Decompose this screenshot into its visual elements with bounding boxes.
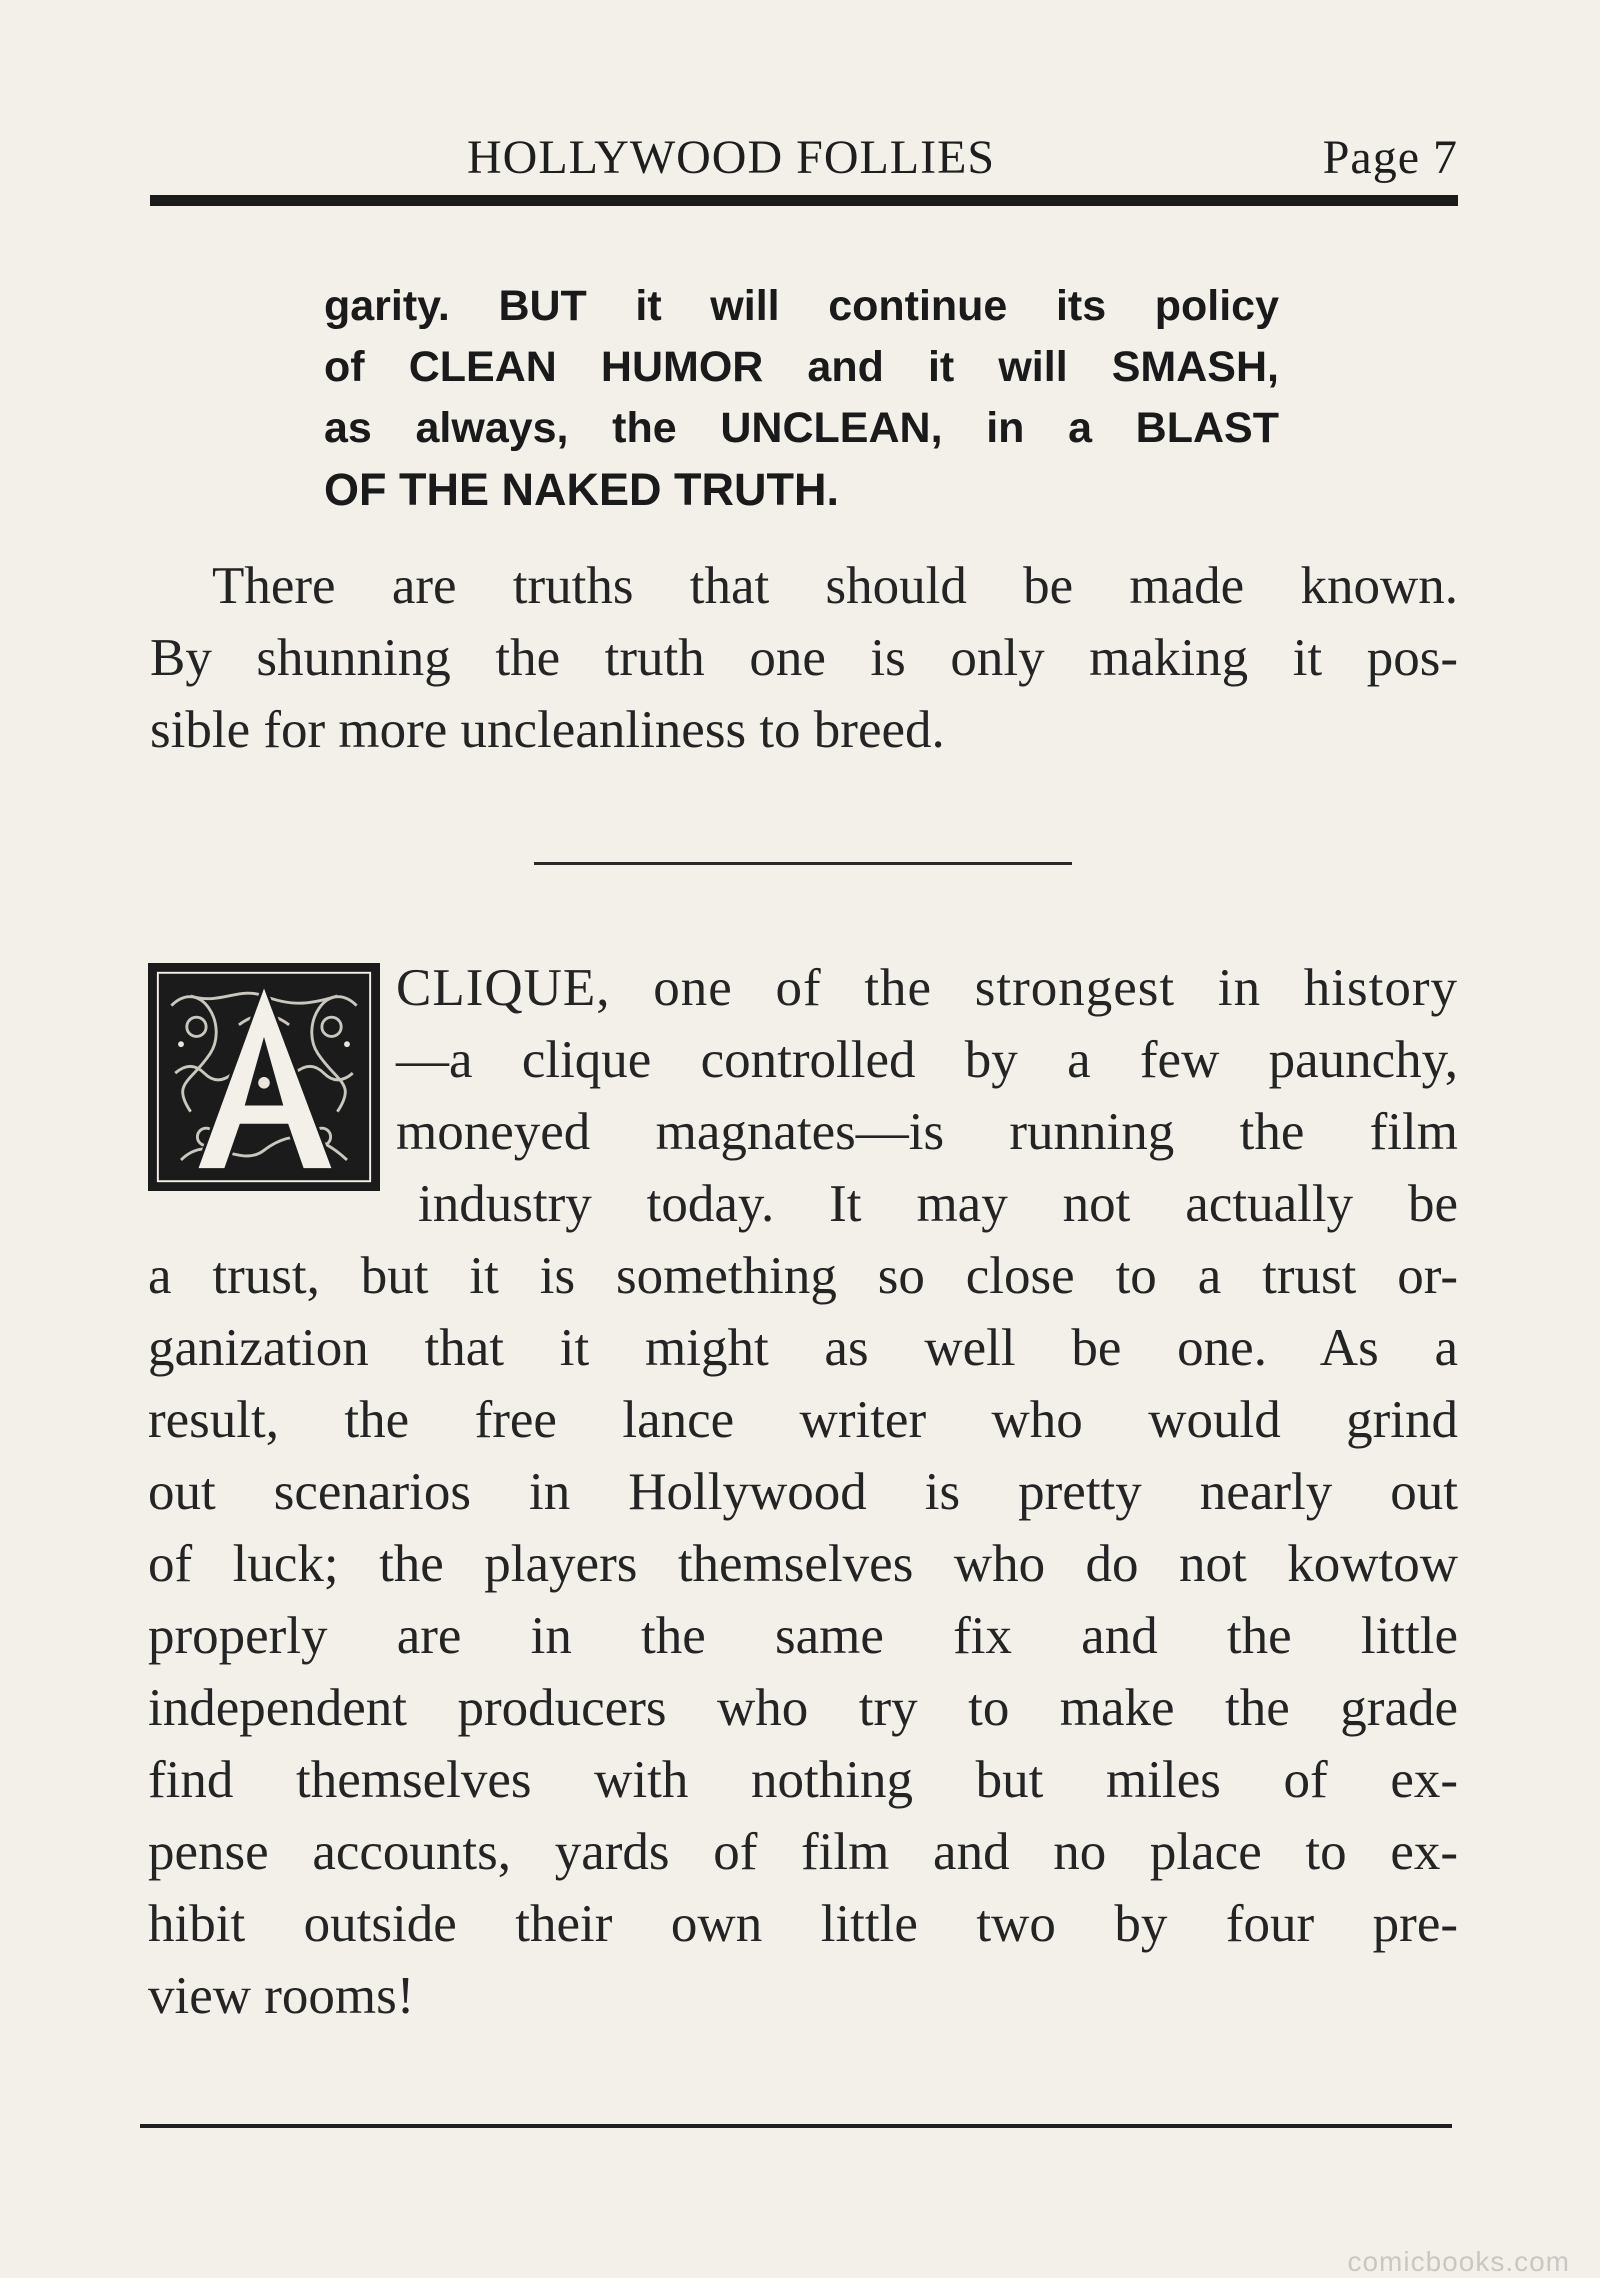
paragraph-line: properly are in the same fix and the little [148,1607,1458,1665]
paragraph-line: pense accounts, yards of film and no place to ex- [148,1823,1458,1881]
paragraph-truths [150,550,1458,766]
watermark: comicbooks.com [1347,2246,1570,2277]
paragraph-line: There are truths that should be made known. [212,557,1458,615]
paragraph-line: sible for more uncleanliness to breed. [150,701,945,759]
running-header [150,130,1458,190]
paragraph-line: out scenarios in Hollywood is pretty nearly out [148,1463,1458,1521]
paragraph-line: ganization that it might as well be one. As a [148,1319,1458,1377]
paragraph-line: CLIQUE, one of the strongest in history [396,959,1458,1017]
paragraph-clique-body [148,1240,1458,2032]
paragraph-line: moneyed magnates—is running the film [396,1103,1458,1161]
paragraph-clique-indent [418,1168,1458,1240]
paragraph-line: industry today. It may not actually be [418,1175,1458,1233]
paragraph-line: of luck; the players themselves who do not kowtow [148,1535,1458,1593]
footer-rule [140,2124,1452,2128]
paragraph-line: independent producers who try to make the grade [148,1679,1458,1737]
drop-cap-ornament-icon [152,967,376,1187]
bold-excerpt-line: garity. BUT it will continue its policy [324,282,1279,330]
paragraph-line: result, the free lance writer who would grind [148,1391,1458,1449]
paragraph-line: —a clique controlled by a few paunchy, [396,1031,1458,1089]
paragraph-line: By shunning the truth one is only making it pos- [150,629,1458,687]
bold-excerpt-line: of CLEAN HUMOR and it will SMASH, [324,343,1279,391]
bold-excerpt-line: OF THE NAKED TRUTH. [324,464,839,515]
paragraph-line: find themselves with nothing but miles of ex- [148,1751,1458,1809]
svg-text:A: A [263,1174,265,1177]
header-rule [150,195,1458,206]
paragraph-line: a trust, but it is something so close to a trust or- [148,1247,1458,1305]
ornamental-drop-cap [148,963,380,1191]
running-header-title: HOLLYWOOD FOLLIES [467,131,996,184]
page-number: Page 7 [1322,131,1458,184]
paragraph-line: view rooms! [148,1967,415,2025]
paragraph-clique-opening [396,952,1458,1168]
paragraph-line: hibit outside their own little two by four pre- [148,1895,1458,1953]
section-divider [534,862,1072,865]
bold-excerpt [324,276,1279,520]
bold-excerpt-line: as always, the UNCLEAN, in a BLAST [324,404,1279,452]
